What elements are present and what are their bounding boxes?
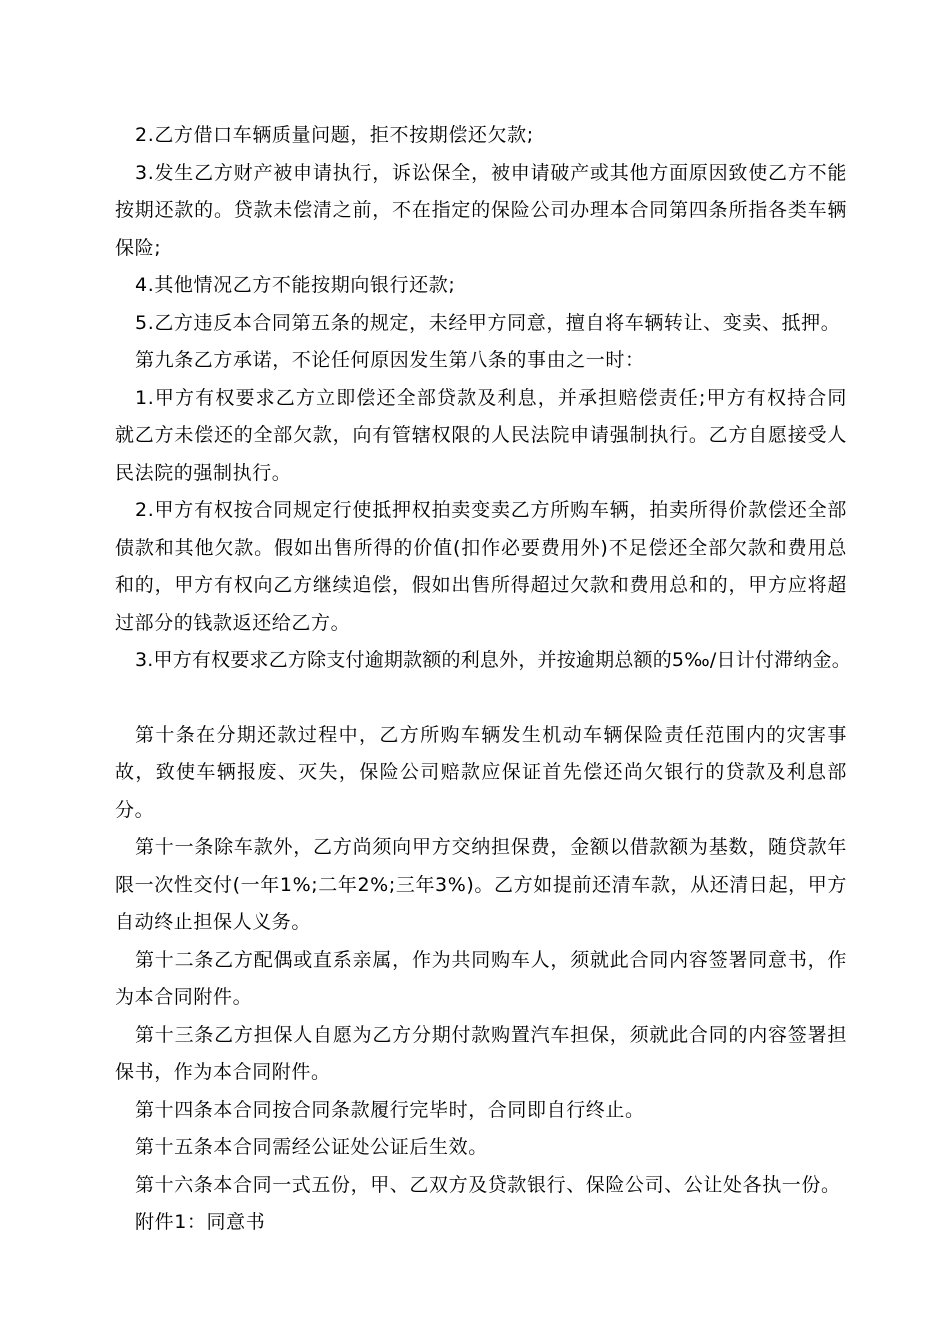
article-11: 第十一条除车款外，乙方尚须向甲方交纳担保费，金额以借款额为基数，随贷款年限一次性交付(一年1%;二年2%;三年3%)。乙方如提前还清车款，从还清日起，甲方自动终止担保人义务。 (115, 836, 847, 933)
article-15: 第十五条本合同需经公证处公证后生效。 (135, 1136, 488, 1158)
article-13: 第十三条乙方担保人自愿为乙方分期付款购置汽车担保，须就此合同的内容签署担保书，作为本合同附件。 (115, 1023, 847, 1083)
clause-item-5: 5.乙方违反本合同第五条的规定，未经甲方同意，擅自将车辆转让、变卖、抵押。 (135, 311, 841, 334)
document-body (115, 117, 851, 1242)
article-9-item-1: 1.甲方有权要求乙方立即偿还全部贷款及利息，并承担赔偿责任;甲方有权持合同就乙方未偿还的全部欠款，向有管辖权限的人民法院申请强制执行。乙方自愿接受人民法院的强制执行。 (115, 386, 847, 484)
article-14: 第十四条本合同按合同条款履行完毕时，合同即自行终止。 (135, 1098, 645, 1121)
attachment-1: 附件1：同意书 (135, 1211, 266, 1233)
clause-item-2: 2.乙方借口车辆质量问题，拒不按期偿还欠款; (135, 124, 534, 146)
article-9-item-2: 2.甲方有权按合同规定行使抵押权拍卖变卖乙方所购车辆，拍卖所得价款偿还全部债款和其他欠款。假如出售所得的价值(扣作必要费用外)不足偿还全部欠款和费用总和的，甲方有权向乙方继续追偿，假如出售所得超过欠款和费用总和的，甲方应将超过部分的钱款返还给乙方。 (115, 499, 847, 634)
article-16: 第十六条本合同一式五份，甲、乙双方及贷款银行、保险公司、公让处各执一份。 (135, 1173, 841, 1196)
paragraph-gap (115, 680, 847, 717)
clause-item-4: 4.其他情况乙方不能按期向银行还款; (135, 274, 456, 296)
article-10: 第十条在分期还款过程中，乙方所购车辆发生机动车辆保险责任范围内的灾害事故，致使车辆报废、灭失，保险公司赔款应保证首先偿还尚欠银行的贷款及利息部分。 (115, 723, 847, 821)
article-12: 第十二条乙方配偶或直系亲属，作为共同购车人，须就此合同内容签署同意书，作为本合同附件。 (115, 948, 847, 1008)
article-9: 第九条乙方承诺，不论任何原因发生第八条的事由之一时： (135, 349, 645, 371)
clause-item-3: 3.发生乙方财产被申请执行，诉讼保全，被申请破产或其他方面原因致使乙方不能按期还款的。贷款未偿清之前，不在指定的保险公司办理本合同第四条所指各类车辆保险; (115, 161, 847, 259)
article-9-item-3: 3.甲方有权要求乙方除支付逾期款额的利息外，并按逾期总额的5‰/日计付滞纳金。 (135, 649, 851, 671)
